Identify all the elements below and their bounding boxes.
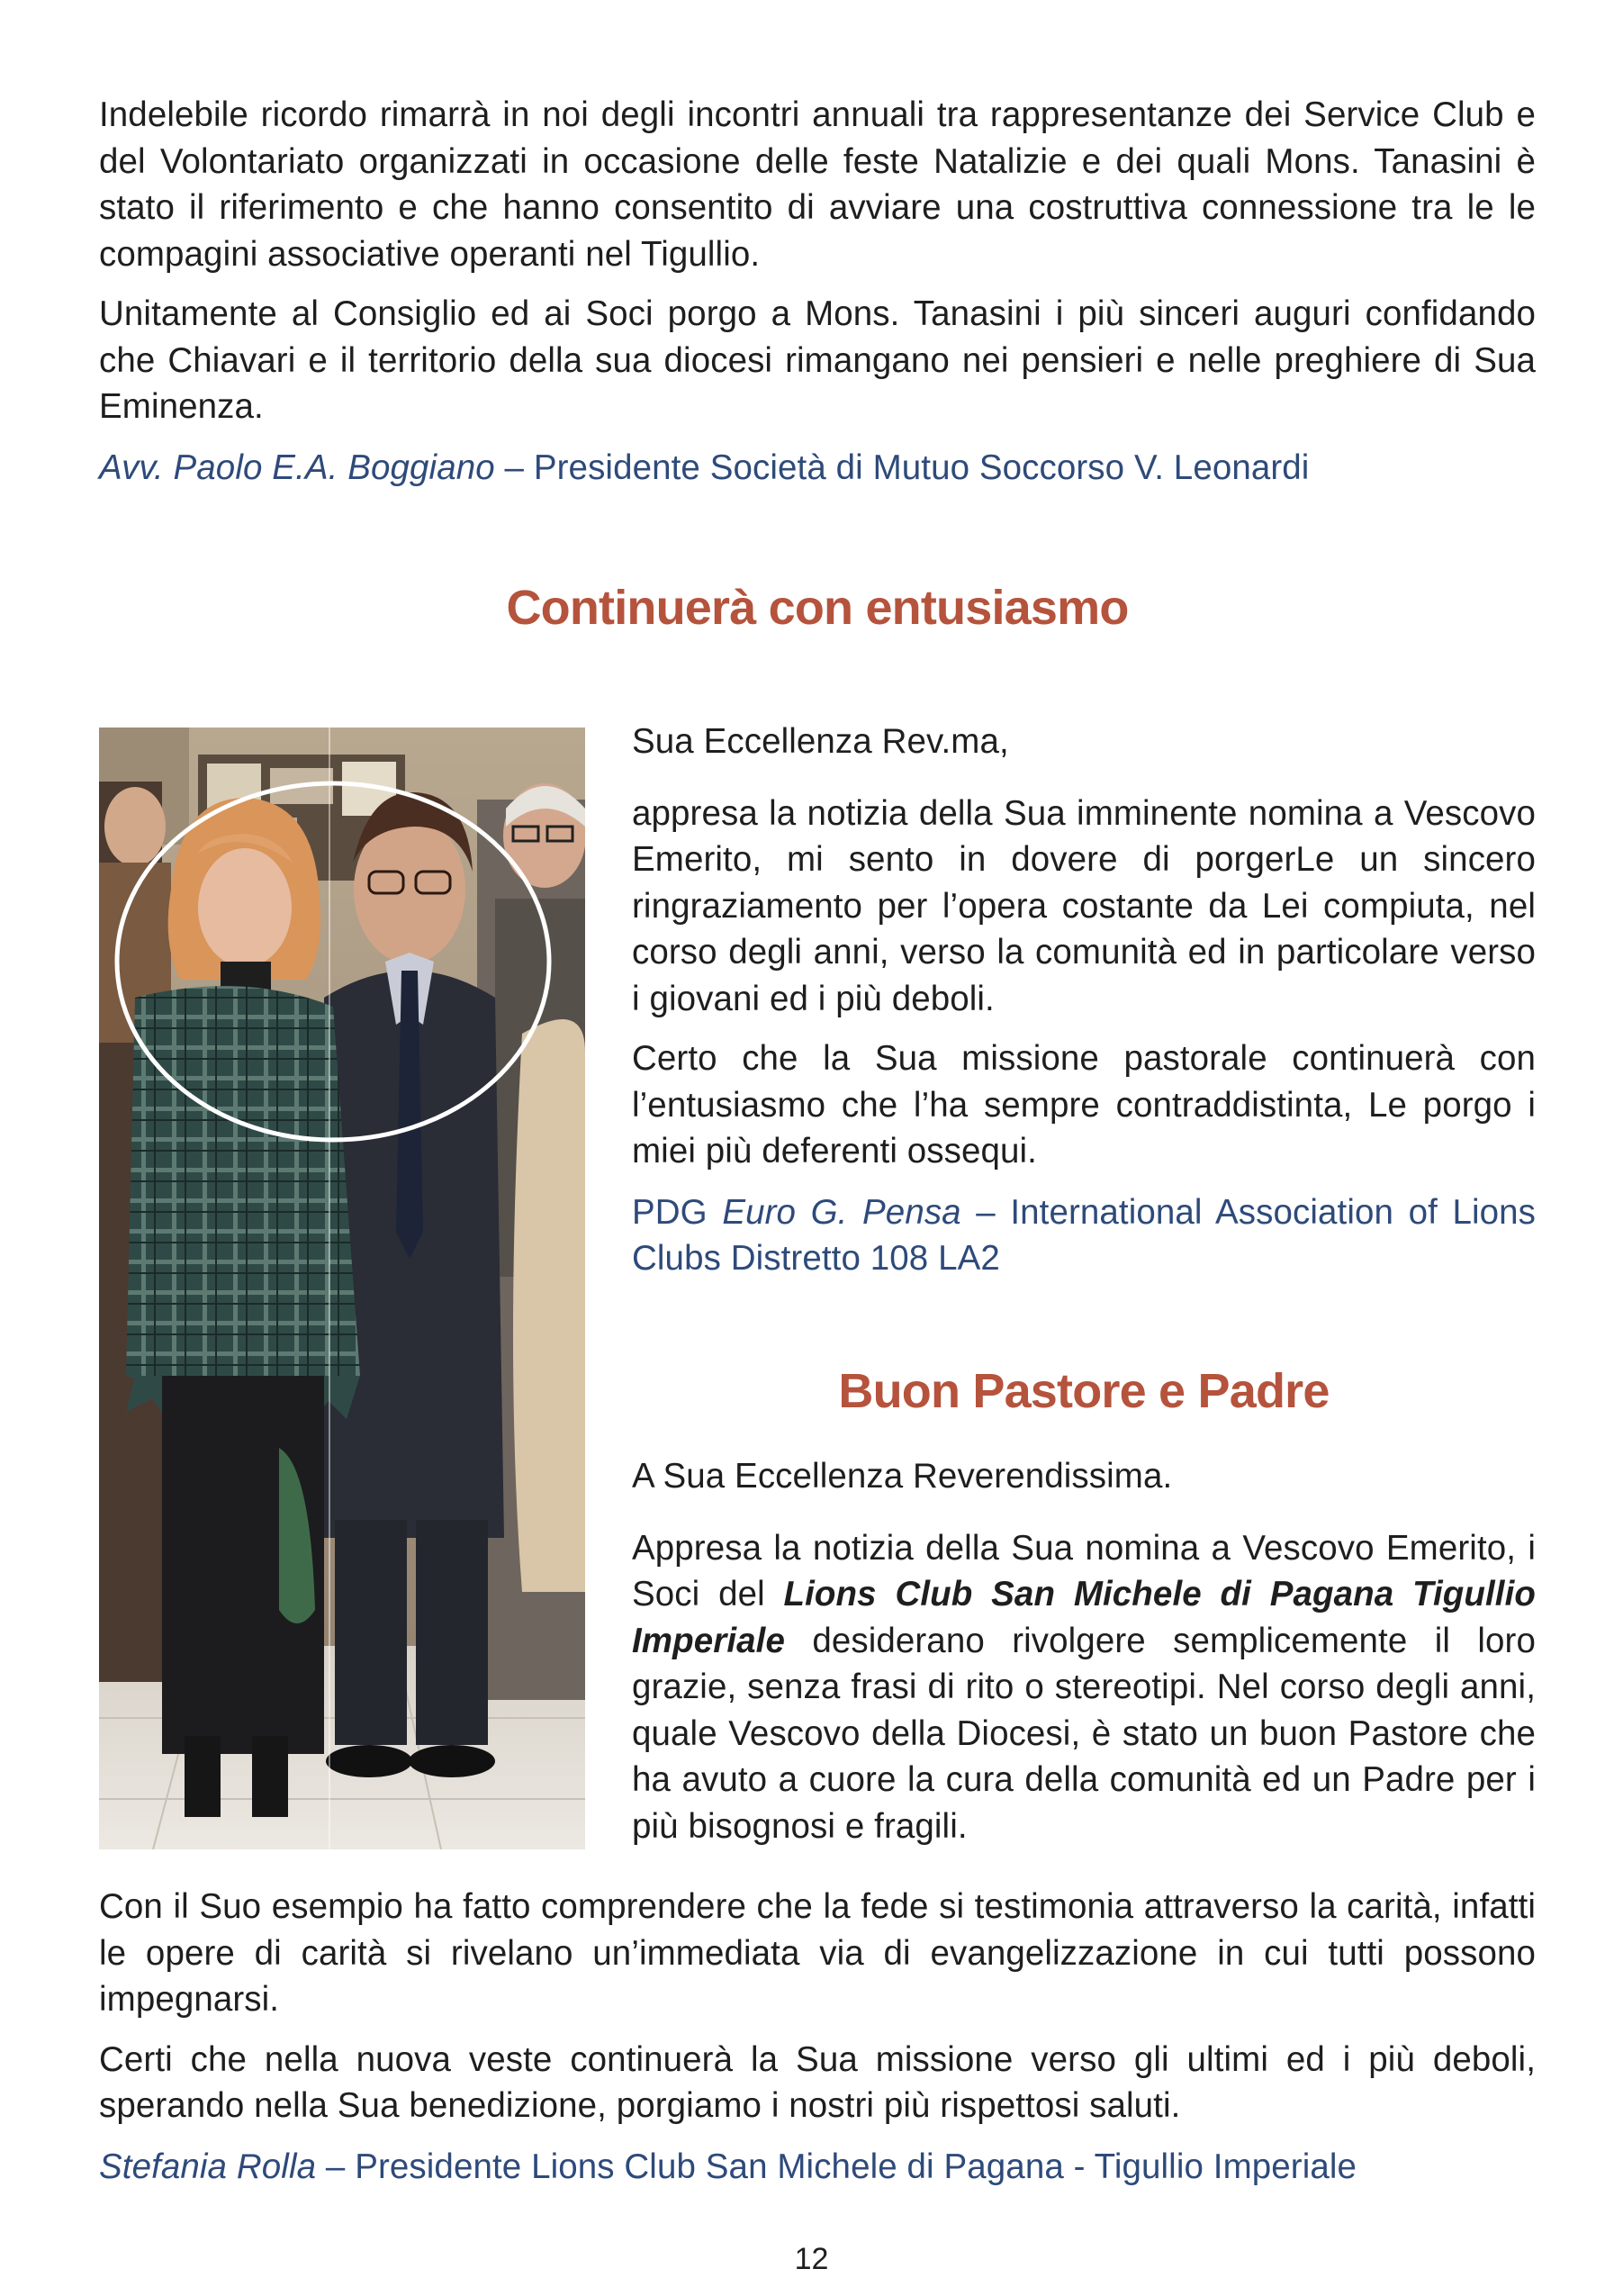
section-2-paragraph-1-end: desiderano rivolgere semplicemente il loro grazie, senza frasi di rito o stereotipi. Nel corso degli anni, quale Vescovo della Diocesi, è stato un buon Pastore che ha avuto a cuore la cura della comunità ed un Padre per i più bisognosi e fragili.: [632, 1621, 1536, 1846]
lions-club-name: Lions Club San Michele di Pagana Tigullio Imperiale: [632, 1575, 1536, 1660]
section-2-paragraph-1: [632, 1525, 1536, 1850]
section-2-salutation: A Sua Eccellenza Reverendissima.: [632, 1457, 1173, 1496]
section-2-letter: [632, 1453, 1536, 1849]
section-2-continuation: [99, 1884, 1536, 2190]
section-1-signature-role: – International Association of Lions Clubs Distretto 108 LA2: [632, 1192, 1536, 1278]
section-1-salutation: Sua Eccellenza Rev.ma,: [632, 722, 1009, 761]
section-2-signature-name: Stefania Rolla: [99, 2147, 317, 2186]
section-1-signature-prefix: PDG: [632, 1192, 723, 1232]
group-photo: [99, 728, 585, 1849]
section-1-paragraph-1: appresa la notizia della Sua imminente nomina a Vescovo Emerito, mi sento in dovere di porgerLe un sincero ringraziamento per l’opera costante da Lei compiuta, nel corso degli anni, verso la comunità ed in particolare verso i giovani ed i più deboli.: [632, 793, 1536, 1018]
section-2-paragraph-1-start: Appresa la notizia della Sua nomina a Vescovo Emerito, i Soci del: [632, 1528, 1536, 1614]
section-1-title: Continuerà con entusiasmo: [506, 581, 1129, 635]
intro-signature-name: Avv. Paolo E.A. Boggiano: [99, 447, 495, 487]
section-1-signature-name: Euro G. Pensa: [722, 1192, 961, 1232]
section-2-paragraph-3: Certi che nella nuova veste continuerà la Sua missione verso gli ultimi ed i più deboli, sperando nella Sua benedizione, porgiamo i nostri più rispettosi saluti.: [99, 2039, 1536, 2125]
section-2-signature-role: – Presidente Lions Club San Michele di Pagana - Tigullio Imperiale: [316, 2147, 1357, 2186]
intro-signature-role: – Presidente Società di Mutuo Soccorso V. Leonardi: [494, 447, 1310, 487]
intro-block: [99, 92, 1536, 491]
section-1-signature: [632, 1189, 1536, 1282]
section-2-title: Buon Pastore e Padre: [838, 1364, 1330, 1418]
group-photo-illustration: [99, 728, 585, 1849]
section-1-paragraph-2: Certo che la Sua missione pastorale continuerà con l’entusiasmo che l’ha sempre contraddistinta, Le porgo i miei più deferenti ossequi.: [632, 1039, 1536, 1171]
page-number: 12: [794, 2242, 829, 2276]
intro-paragraph-1: Indelebile ricordo rimarrà in noi degli incontri annuali tra rappresentanze dei Service Club e del Volontariato organizzati in occasione delle feste Natalizie e dei quali Mons. Tanasini è stato il riferimento e che hanno consentito di avviare una costruttiva connessione tra le le compagini associative operanti nel Tigullio.: [99, 95, 1536, 274]
intro-paragraph-2: Unitamente al Consiglio ed ai Soci porgo a Mons. Tanasini i più sinceri auguri confidando che Chiavari e il territorio della sua diocesi rimangano nei pensieri e nelle preghiere di Sua Eminenza.: [99, 294, 1536, 426]
section-2-paragraph-2: Con il Suo esempio ha fatto comprendere che la fede si testimonia attraverso la carità, infatti le opere di carità si rivelano un’immediata via di evangelizzazione in cui tutti possono impegnarsi.: [99, 1887, 1536, 2019]
section-1-letter: [632, 719, 1536, 1282]
section-2-signature: [99, 2144, 1536, 2191]
intro-signature: [99, 445, 1536, 492]
